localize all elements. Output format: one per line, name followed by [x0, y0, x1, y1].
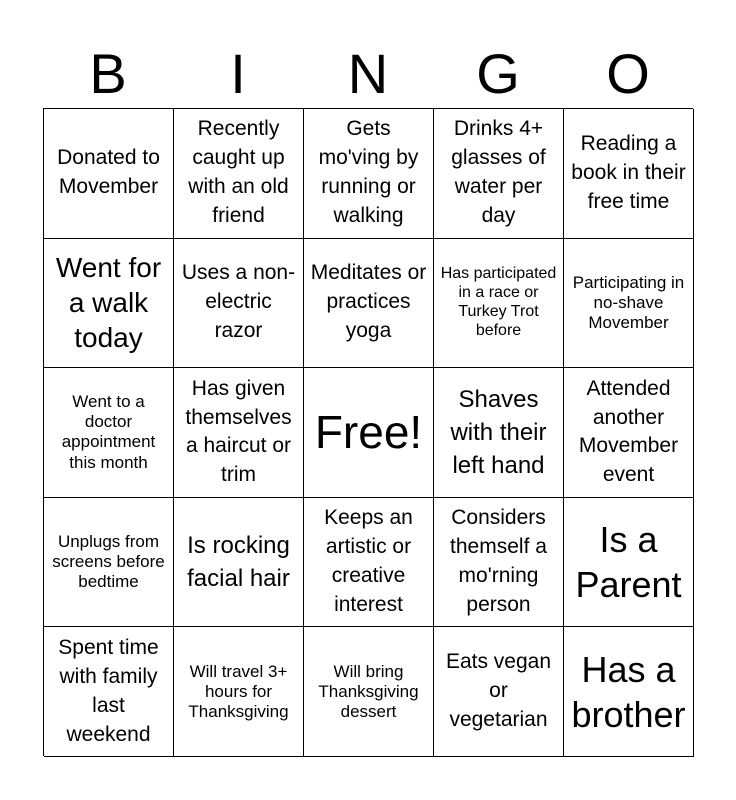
bingo-cell[interactable]	[564, 627, 694, 757]
header-letter-b: B	[89, 42, 127, 105]
cell-text: Attended another Movember event	[578, 376, 679, 487]
cell-text: Donated to Movember	[57, 146, 160, 199]
cell-text: Has participated in a race or Turkey Trot before	[440, 265, 557, 339]
cell-text: Has a brother	[571, 648, 686, 735]
bingo-cell[interactable]	[44, 239, 174, 369]
cell-text: Participating in no-shave Movember	[572, 272, 685, 332]
bingo-cell[interactable]	[304, 498, 434, 628]
bingo-cell[interactable]	[44, 498, 174, 628]
cell-text: Is a Parent	[575, 519, 682, 606]
cell-text: Eats vegan or vegetarian	[445, 650, 552, 732]
bingo-cell[interactable]	[564, 368, 694, 498]
header-letter-g: G	[476, 42, 520, 105]
bingo-cell[interactable]	[304, 239, 434, 369]
cell-text: Reading a book in their free time	[571, 131, 686, 213]
bingo-cell[interactable]	[564, 498, 694, 628]
cell-text: Unplugs from screens before bedtime	[52, 532, 165, 592]
header-letter-n: N	[347, 42, 389, 105]
free-space-cell[interactable]	[304, 368, 434, 498]
cell-text: Will travel 3+ hours for Thanksgiving	[188, 661, 289, 721]
cell-text: Uses a non-electric razor	[181, 261, 296, 343]
bingo-cell[interactable]	[44, 627, 174, 757]
bingo-cell[interactable]	[434, 239, 564, 369]
bingo-cell[interactable]	[434, 368, 564, 498]
bingo-cell[interactable]	[174, 109, 304, 239]
cell-text: Spent time with family last weekend	[58, 635, 159, 746]
bingo-cell[interactable]	[44, 368, 174, 498]
cell-text: Recently caught up with an old friend	[188, 117, 289, 228]
cell-text: Drinks 4+ glasses of water per day	[451, 117, 546, 228]
bingo-cell[interactable]	[564, 239, 694, 369]
cell-text: Keeps an artistic or creative interest	[324, 506, 413, 617]
cell-text: Meditates or practices yoga	[310, 261, 427, 343]
cell-text: Is rocking facial hair	[187, 531, 290, 593]
bingo-cell[interactable]	[174, 627, 304, 757]
header-letter-i: I	[230, 42, 246, 105]
bingo-cell[interactable]	[434, 627, 564, 757]
cell-text: Went for a walk today	[55, 252, 162, 354]
bingo-header	[43, 38, 693, 110]
bingo-cell[interactable]	[174, 368, 304, 498]
bingo-cell[interactable]	[304, 627, 434, 757]
bingo-cell[interactable]	[434, 498, 564, 628]
cell-text: Went to a doctor appointment this month	[61, 392, 156, 472]
cell-text: Will bring Thanksgiving dessert	[318, 661, 419, 721]
bingo-cell[interactable]	[304, 109, 434, 239]
bingo-cell[interactable]	[174, 498, 304, 628]
bingo-card-grid	[43, 108, 693, 756]
bingo-cell[interactable]	[434, 109, 564, 239]
cell-text: Considers themself a mo'rning person	[450, 506, 547, 617]
bingo-cell[interactable]	[174, 239, 304, 369]
cell-text: Has given themselves a haircut or trim	[185, 376, 292, 487]
cell-text: Gets mo'ving by running or walking	[318, 117, 419, 228]
bingo-cell[interactable]	[44, 109, 174, 239]
bingo-cell[interactable]	[564, 109, 694, 239]
cell-text: Free!	[314, 406, 423, 459]
header-letter-o: O	[606, 42, 650, 105]
cell-text: Shaves with their left hand	[450, 385, 547, 480]
